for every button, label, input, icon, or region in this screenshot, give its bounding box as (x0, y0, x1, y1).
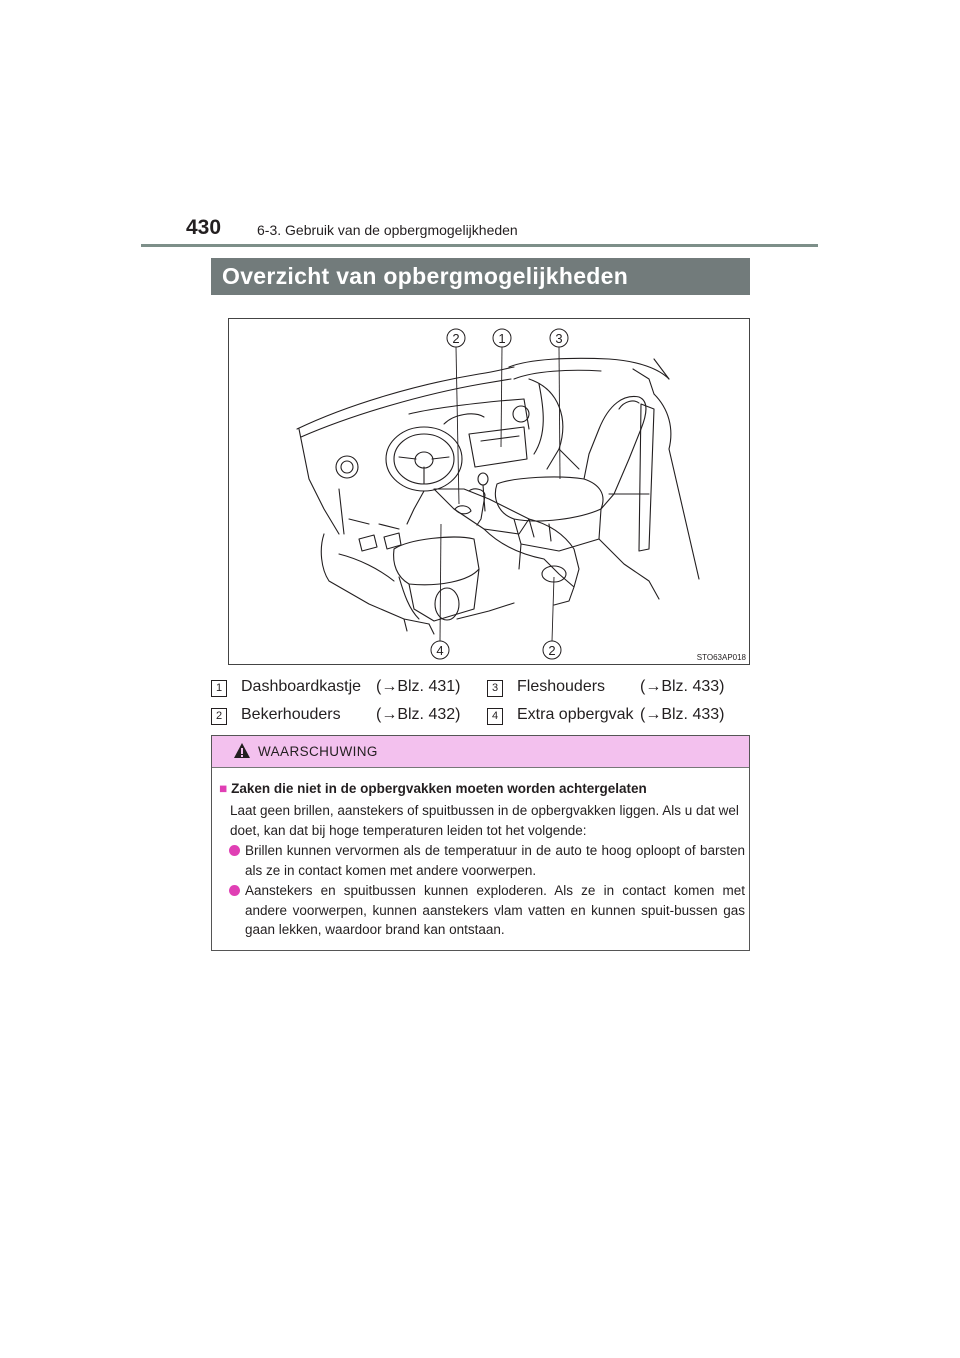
warning-bullet (229, 881, 745, 940)
legend-number: 1 (211, 680, 227, 697)
header-rule (141, 244, 818, 247)
callout-label: 2 (548, 643, 556, 658)
legend-number: 4 (487, 708, 503, 725)
warning-heading-text: Zaken die niet in de opbergvakken moeten worden achtergelaten (231, 781, 647, 796)
page-number: 430 (186, 216, 222, 239)
legend-reference: (→Blz. 433) (640, 706, 725, 723)
warning-triangle-icon (233, 742, 251, 759)
figure-code: STO63AP018 (696, 653, 746, 662)
chapter-title: 6-3. Gebruik van de opbergmogelijkheden (257, 222, 518, 238)
leader-line (552, 577, 554, 641)
warning-box (211, 735, 750, 951)
leader-line (440, 524, 441, 641)
section-title: Overzicht van opbergmogelijkheden (222, 263, 629, 289)
warning-bullet (229, 841, 745, 880)
warning-intro: Laat geen brillen, aanstekers of spuitbussen in de opbergvakken liggen. Als u dat wel doet, kan dat bij hoge temperaturen leiden tot het volgende: (230, 803, 739, 838)
legend-name: Extra opbergvak (517, 706, 634, 723)
bullet-dot-icon (229, 845, 240, 856)
legend-item (211, 678, 481, 700)
callout-label: 4 (436, 643, 444, 658)
leader-line (456, 347, 459, 504)
legend-reference: (→Blz. 433) (640, 678, 725, 695)
legend-number: 2 (211, 708, 227, 725)
bullet-dot-icon (229, 885, 240, 896)
legend-item (211, 706, 481, 728)
legend-reference: (→Blz. 432) (376, 706, 461, 723)
car-interior-drawing (229, 319, 749, 664)
legend-item (487, 706, 749, 728)
legend-name: Bekerhouders (241, 706, 341, 723)
legend-name: Dashboardkastje (241, 678, 362, 695)
callout-label: 3 (555, 331, 563, 346)
warning-header (212, 736, 749, 768)
square-bullet-icon: ■ (219, 781, 228, 796)
callout-label: 1 (498, 331, 506, 346)
warning-bullet-text: Brillen kunnen vervormen als de temperatuur in de auto te hoog oploopt of barsten als ze in contact komen met andere voorwerpen. (245, 843, 745, 878)
callout-label: 2 (452, 331, 460, 346)
warning-heading (219, 781, 647, 796)
warning-title: WAARSCHUWING (258, 744, 378, 759)
leader-line (501, 347, 502, 447)
warning-bullet-text: Aanstekers en spuitbussen kunnen exploderen. Als ze in contact komen met andere voorwerpen, kunnen aanstekers vlam vatten en kunnen spuit-bussen gas gaan lekken, waardoor brand kan ontstaan. (245, 883, 745, 937)
legend-name: Fleshouders (517, 678, 606, 695)
leader-line (559, 347, 560, 479)
section-banner (211, 258, 750, 295)
legend-item (487, 678, 749, 700)
interior-illustration (228, 318, 750, 665)
legend-reference: (→Blz. 431) (376, 678, 461, 695)
legend-number: 3 (487, 680, 503, 697)
